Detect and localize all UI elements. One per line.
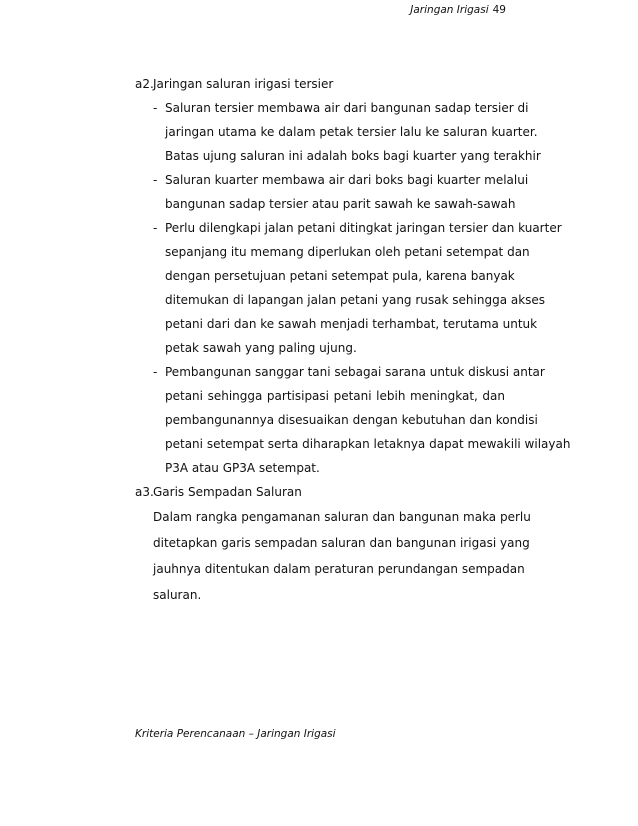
- text-line: pembangunannya disesuaikan dengan kebutuhan dan kondisi: [165, 413, 538, 427]
- section-title: Garis Sempadan Saluran: [153, 485, 302, 499]
- list-item: [153, 216, 562, 360]
- list-item: [153, 360, 571, 480]
- running-header: [410, 4, 506, 16]
- document-body: [135, 72, 571, 608]
- text-line: petani setempat serta diharapkan letaknya dapat mewakili wilayah: [165, 437, 571, 451]
- section-a2: [135, 72, 571, 480]
- list-item: [153, 168, 529, 216]
- text-line: jauhnya ditentukan dalam peraturan perundangan sempadan: [153, 562, 525, 576]
- list-dash: -: [153, 221, 158, 235]
- text-line: Saluran kuarter membawa air dari boks bagi kuarter melalui: [165, 173, 529, 187]
- text-line: petani dari dan ke sawah menjadi terhambat, terutama untuk: [165, 317, 538, 331]
- bullet-list: [153, 96, 571, 480]
- section-number: a2.: [135, 77, 154, 91]
- text-line: dengan persetujuan petani setempat pula, karena banyak: [165, 269, 515, 283]
- text-line: petak sawah yang paling ujung.: [165, 341, 357, 355]
- page-number: 49: [492, 4, 506, 16]
- text-line: Pembangunan sanggar tani sebagai sarana untuk diskusi antar: [165, 365, 545, 379]
- text-line: petani sehingga partisipasi petani lebih meningkat, dan: [165, 389, 505, 403]
- text-line: ditetapkan garis sempadan saluran dan bangunan irigasi yang: [153, 536, 530, 550]
- text-line: sepanjang itu memang diperlukan oleh petani setempat dan: [165, 245, 530, 259]
- text-line: P3A atau GP3A setempat.: [165, 461, 320, 475]
- list-item: [153, 96, 541, 168]
- text-line: saluran.: [153, 588, 202, 602]
- list-dash: -: [153, 365, 158, 379]
- section-a3: [135, 480, 531, 608]
- text-line: jaringan utama ke dalam petak tersier lalu ke saluran kuarter.: [165, 125, 538, 139]
- text-line: Saluran tersier membawa air dari bangunan sadap tersier di: [165, 101, 529, 115]
- header-title: Jaringan Irigasi: [410, 4, 489, 16]
- text-line: Batas ujung saluran ini adalah boks bagi kuarter yang terakhir: [165, 149, 541, 163]
- running-footer: Kriteria Perencanaan – Jaringan Irigasi: [135, 728, 336, 740]
- text-line: bangunan sadap tersier atau parit sawah ke sawah-sawah: [165, 197, 516, 211]
- text-line: Perlu dilengkapi jalan petani ditingkat jaringan tersier dan kuarter: [165, 221, 562, 235]
- list-dash: -: [153, 101, 158, 115]
- text-line: Dalam rangka pengamanan saluran dan bangunan maka perlu: [153, 510, 531, 524]
- text-line: ditemukan di lapangan jalan petani yang rusak sehingga akses: [165, 293, 546, 307]
- section-title: Jaringan saluran irigasi tersier: [153, 77, 334, 91]
- section-paragraph: [153, 504, 531, 608]
- list-dash: -: [153, 173, 158, 187]
- section-number: a3.: [135, 485, 154, 499]
